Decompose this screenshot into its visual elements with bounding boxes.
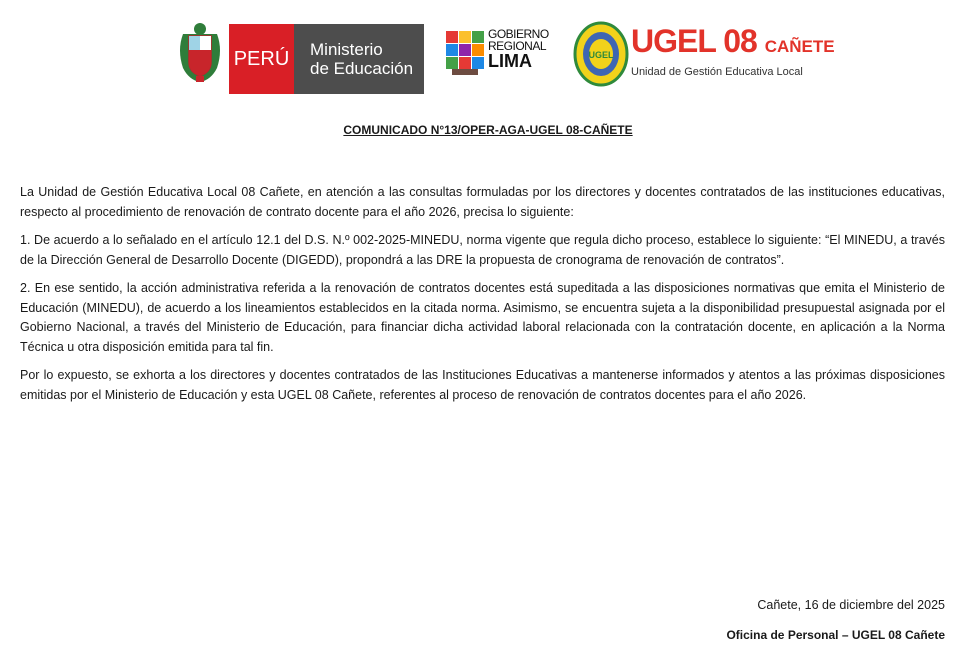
gobierno-line1: GOBIERNO	[488, 27, 549, 41]
peru-label: PERÚ	[229, 24, 294, 94]
document-body	[20, 183, 945, 414]
ugel-subtitle: Unidad de Gestión Educativa Local	[631, 66, 803, 78]
ugel-title	[631, 24, 835, 64]
ministerio-line2: de Educación	[310, 59, 414, 78]
ugel-seal-text: UGEL	[588, 50, 614, 60]
paragraph-1: 1. De acuerdo a lo señalado en el artículo 12.1 del D.S. N.º 002-2025-MINEDU, norma vigente que regula dicho proceso, establece lo siguiente: “El MINEDU, a través de la Dirección General de Desarrollo Docente (DIGEDD), propondrá a las DRE la propuesta de cronograma de renovación de contratos”.	[20, 233, 945, 267]
ministerio-line1: Ministerio	[310, 40, 383, 59]
letterhead	[0, 10, 976, 88]
gobierno-regional-text	[488, 28, 549, 70]
document-date: Cañete, 16 de diciembre del 2025	[757, 598, 945, 612]
ugel-title-small: CAÑETE	[764, 37, 835, 56]
ugel-title-main: UGEL 08	[631, 23, 757, 59]
gobierno-line3: LIMA	[488, 51, 532, 71]
gobierno-line2: REGIONAL	[488, 39, 547, 53]
ministerio-label	[294, 24, 424, 94]
gobierno-regional-lima-logo-icon	[444, 29, 486, 77]
ugel-seal-icon	[573, 21, 629, 87]
paragraph-conclusion: Por lo expuesto, se exhorta a los directores y docentes contratados de las Instituciones Educativas a mantenerse informados y atentos a las próximas disposiciones emitidas por el Ministerio de Educación y esta UGEL 08 Cañete, referentes al proceso de renovación de contratos docentes para el año 2026.	[20, 368, 945, 402]
signing-office: Oficina de Personal – UGEL 08 Cañete	[726, 628, 945, 642]
peru-coat-of-arms-icon	[175, 20, 225, 86]
document-title: COMUNICADO N°13/OPER-AGA-UGEL 08-CAÑETE	[343, 123, 633, 137]
paragraph-2: 2. En ese sentido, la acción administrativa referida a la renovación de contratos docentes está supeditada a las disposiciones normativas que emita el Ministerio de Educación (MINEDU), de acuerdo a los lineamientos establecidos en la citada norma. Asimismo, se encuentra sujeta a la disponibilidad presupuestal asignada por el Gobierno Nacional, a través del Ministerio de Educación, para financiar dicha actividad laboral relacionada con la contratación docente, en aplicación a la Norma Técnica u otra disposición emitida para tal fin.	[20, 281, 945, 354]
paragraph-intro: La Unidad de Gestión Educativa Local 08 Cañete, en atención a las consultas formuladas por los directores y docentes contratados de las instituciones educativas, respecto al procedimiento de renovación de contrato docente para el año 2026, precisa lo siguiente:	[20, 185, 945, 219]
